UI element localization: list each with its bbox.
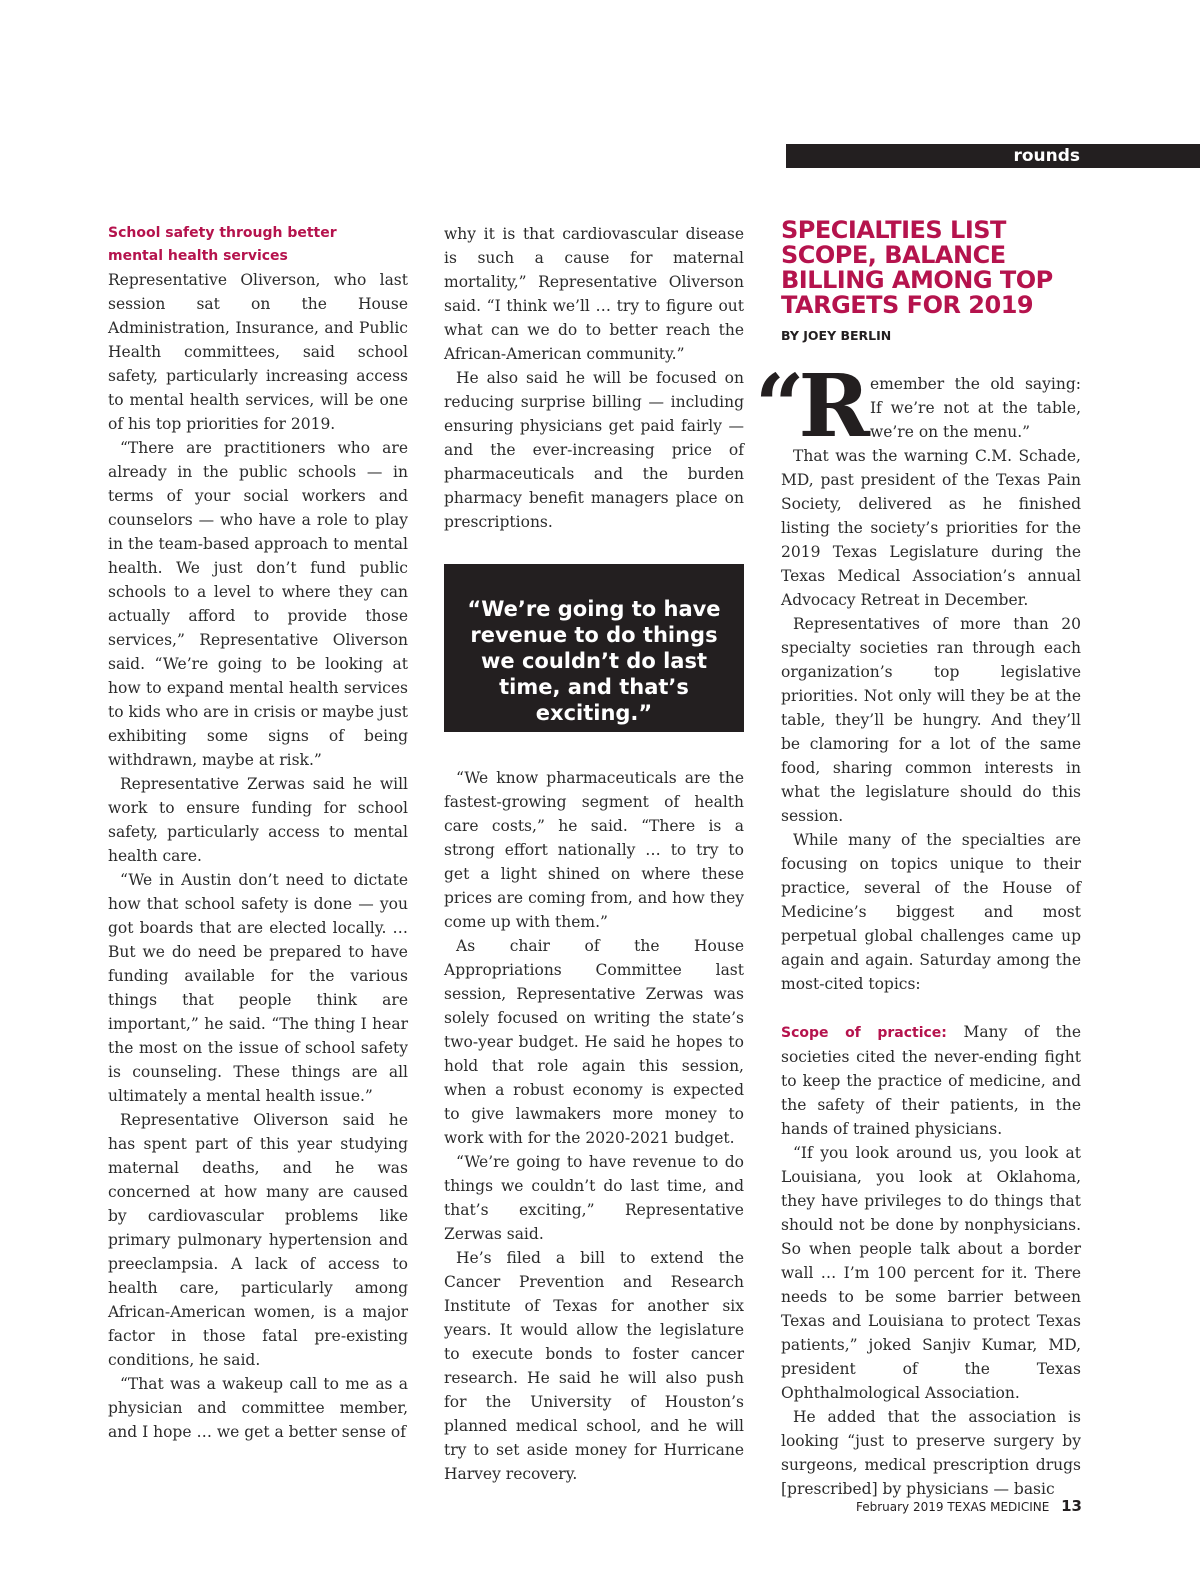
footer-issue: February 2019	[855, 1500, 944, 1514]
paragraph: That was the warning C.M. Schade, MD, past president of the Texas Pain Society, delivered as he finished listing the society’s priorities for the 2019 Texas Legislature during the Texas Medical Association’s annual Advocacy Retreat in December.	[781, 447, 1081, 609]
column-3	[755, 216, 1082, 1501]
scope-text: Many of the societies cited the never-ending fight to keep the practice of medicine, and the safety of their patients, in the hands of trained physicians.	[781, 1023, 1082, 1138]
lead-paragraph	[755, 356, 1081, 457]
paragraph: Representative Oliverson, who last session sat on the House Administration, Insurance, and Public Health committees, said school safety, particularly increasing access to mental health services, will be one of his top priorities for 2019.	[108, 271, 408, 433]
paragraph: Representative Zerwas said he will work to ensure funding for school safety, particularly access to mental health care.	[108, 775, 408, 865]
footer-magazine: TEXAS MEDICINE	[947, 1500, 1050, 1514]
paragraph-scope	[781, 1020, 1081, 1141]
column-1	[108, 222, 408, 1444]
page-footer	[856, 1497, 1082, 1515]
lead-text: emember the old saying: If we’re not at the table, we’re on the menu.”	[869, 375, 1081, 441]
paragraph: As chair of the House Appropriations Committee last session, Representative Zerwas was solely focused on writing the state’s two-year budget. He said he hopes to hold that role again this session, when a robust economy is expected to give lawmakers more money to work with for the 2020-2021 budget.	[444, 937, 744, 1147]
page-number: 13	[1061, 1497, 1082, 1515]
scope-subhead: Scope of practice:	[781, 1025, 947, 1041]
paragraph: “If you look around us, you look at Louisiana, you look at Oklahoma, they have privileges to do things that should not be done by nonphysicians. So when people talk about a border wall … I’m 100 percent for it. There needs to be some barrier between Texas and Louisiana to protect Texas patients,” joked Sanjiv Kumar, MD, president of the Texas Ophthalmological Association.	[781, 1144, 1081, 1402]
drop-cap: “R	[755, 356, 864, 457]
paragraph: He’s filed a bill to extend the Cancer Prevention and Research Institute of Texas for another six years. It would allow the legislature to execute bonds to foster cancer research. He said he will also push for the University of Houston’s planned medical school, and he will try to set aside money for Hurricane Harvey recovery.	[444, 1249, 744, 1483]
spacer	[781, 996, 1081, 1020]
paragraph: “We’re going to have revenue to do things we couldn’t do last time, and that’s exciting,” Representative Zerwas said.	[444, 1153, 744, 1243]
section-label: rounds	[1013, 146, 1080, 166]
paragraph: While many of the specialties are focusing on topics unique to their practice, several of the House of Medicine’s biggest and most perpetual global challenges came up again and again. Saturday among the most-cited topics:	[781, 831, 1081, 993]
paragraph: He also said he will be focused on reducing surprise billing — including ensuring physicians get paid fairly — and the ever-increasing price of pharmaceuticals and the burden pharmacy benefit managers place on prescriptions.	[444, 369, 744, 531]
byline: BY JOEY BERLIN	[781, 328, 892, 343]
subhead-line-1: School safety through better	[108, 225, 337, 241]
paragraph: He added that the association is looking “just to preserve surgery by surgeons, medical prescription drugs [prescribed] by physicians — basic	[781, 1408, 1081, 1498]
pull-quote: “We’re going to have revenue to do things we couldn’t do last time, and that’s exciting.”	[444, 564, 744, 732]
article-headline: SPECIALTIES LIST SCOPE, BALANCE BILLING AMONG TOP TARGETS FOR 2019	[781, 216, 1053, 319]
column-2	[444, 222, 744, 1486]
paragraph: “That was a wakeup call to me as a physician and committee member, and I hope … we get a better sense of	[108, 1375, 408, 1441]
paragraph: “We in Austin don’t need to dictate how that school safety is done — you got boards that are elected locally. … But we do need be prepared to have funding available for the various things that people think are important,” he said. “The thing I hear the most on the issue of school safety is counseling. These things are all ultimately a mental health issue.”	[108, 871, 408, 1105]
subhead-school-safety	[108, 222, 408, 268]
paragraph: Representatives of more than 20 specialty societies ran through each organization’s top legislative priorities. Not only will they be at the table, they’ll be hungry. And they’ll be clamoring for a lot of the same food, sharing common interests in what the legislature should do this session.	[781, 615, 1081, 825]
paragraph: “We know pharmaceuticals are the fastest-growing segment of health care costs,” he said. “There is a strong effort nationally … to try to get a light shined on where these prices are coming from, and how they come up with them.”	[444, 769, 744, 931]
paragraph: why it is that cardiovascular disease is such a cause for maternal mortality,” Representative Oliverson said. “I think we’ll … try to figure out what can we do to better reach the African-American community.”	[444, 225, 744, 363]
subhead-line-2: mental health services	[108, 248, 288, 264]
paragraph: Representative Oliverson said he has spent part of this year studying maternal deaths, and he was concerned at how many are caused by cardiovascular problems like primary pulmonary hypertension and preeclampsia. A lack of access to health care, particularly among African-American women, is a major factor in those fatal pre-existing conditions, he said.	[108, 1111, 408, 1369]
section-label-bar	[786, 144, 1200, 168]
paragraph: “There are practitioners who are already in the public schools — in terms of your social workers and counselors — who have a role to play in the team-based approach to mental health. We just don’t fund public schools to a level to where they can actually afford to provide those services,” Representative Oliverson said. “We’re going to be looking at how to expand mental health services to kids who are in crisis or maybe just exhibiting some signs of being withdrawn, maybe at risk.”	[108, 439, 408, 769]
